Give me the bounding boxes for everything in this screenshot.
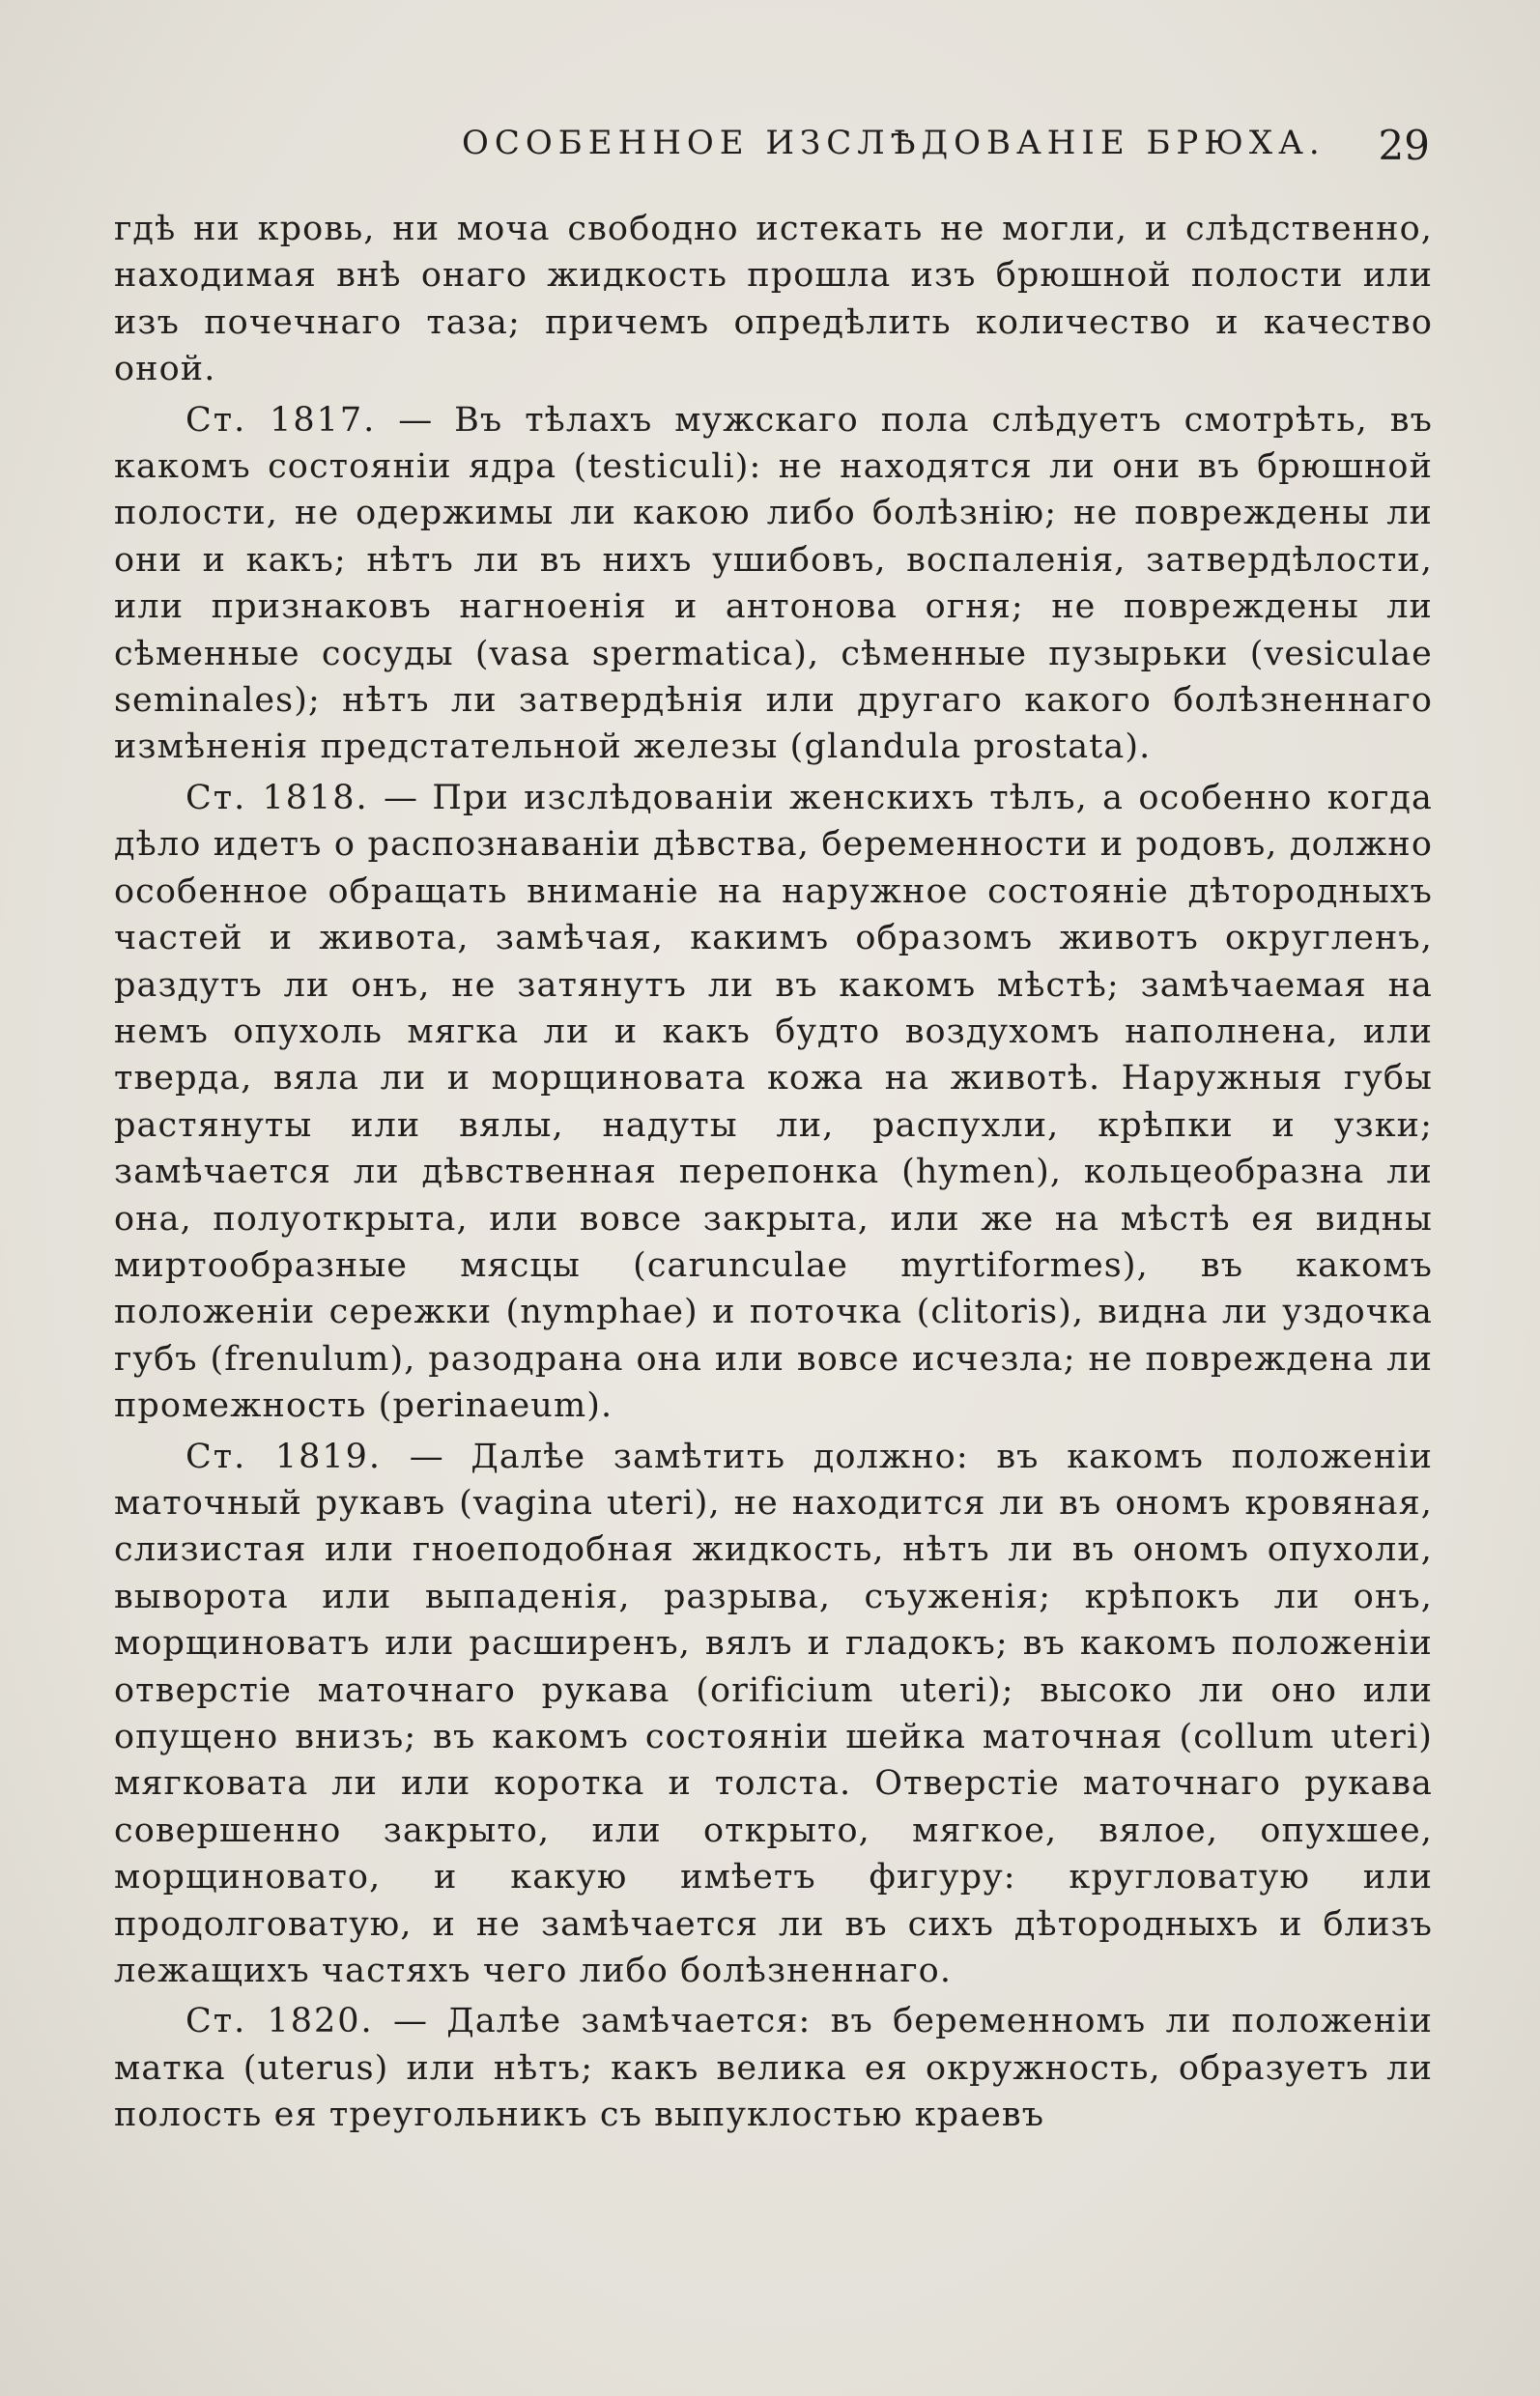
article-number: Ст. 1817. [185, 400, 377, 440]
paragraph-continued [114, 206, 1433, 393]
em-dash: — [392, 2002, 427, 2041]
article-text: Въ тѣлахъ мужскаго пола слѣдуетъ смотрѣть, въ какомъ состояніи ядра (testiculi): не находятся ли они въ брюшной полости, не одержимы ли какою либо болѣзнію; не повреждены ли они и какъ; нѣтъ ли въ нихъ ушибовъ, воспаленія, затвердѣлости, или признаковъ нагноенія и антонова огня; не повреждены ли сѣменные сосуды (vasa spermatica), сѣменные пузырьки (vesiculae seminales); нѣтъ ли затвердѣнія или другаго какого болѣзненнаго измѣненія предстательной железы (glandula prostata). [114, 400, 1433, 767]
body-text [114, 206, 1433, 2139]
running-head-title: ОСОБЕННОЕ ИЗСЛѢДОВАНІЕ БРЮХА. [462, 124, 1326, 162]
article-number: Ст. 1819. [185, 1437, 383, 1476]
article-number: Ст. 1820. [185, 2002, 374, 2041]
article-text: При изслѣдованіи женскихъ тѣлъ, а особенно когда дѣло идетъ о распознаваніи дѣвства, беременности и родовъ, должно особенное обращать вниманіе на наружное состояніе дѣтородныхъ частей и живота, замѣчая, какимъ образомъ животъ округленъ, раздутъ ли онъ, не затянутъ ли въ какомъ мѣстѣ; замѣчаемая на немъ опухоль мягка ли и какъ будто воздухомъ наполнена, или тверда, вяла ли и морщиновата кожа на животѣ. Наружныя губы растянуты или вялы, надуты ли, распухли, крѣпки и узки; замѣчается ли дѣвственная перепонка (hymen), кольцеобразна ли она, полуоткрыта, или вовсе закрыта, или же на мѣстѣ ея видны миртообразные мясцы (carunculae myrtiformes), въ какомъ положеніи сережки (nymphae) и поточка (clitoris), видна ли уздочка губъ (frenulum), разодрана она или вовсе исчезла; не повреждена ли промежность (perinaeum). [114, 778, 1433, 1426]
article-text: Далѣе замѣчается: въ беременномъ ли положеніи матка (uterus) или нѣтъ; какъ велика ея окружность, образуетъ ли полость ея треугольникъ съ выпуклостью краевъ [114, 2002, 1433, 2135]
em-dash: — [398, 400, 433, 440]
article-1818 [114, 775, 1433, 1430]
running-head [114, 124, 1430, 168]
paragraph-text: гдѣ ни кровь, ни моча свободно истекать не могли, и слѣдственно, находимая внѣ онаго жидкость прошла изъ брюшной полости или изъ почечнаго таза; причемъ опредѣлить количество и качество оной. [114, 210, 1433, 389]
article-1819 [114, 1434, 1433, 1995]
em-dash: — [409, 1437, 443, 1476]
page-number: 29 [1378, 122, 1430, 169]
article-1817 [114, 397, 1433, 771]
article-text: Далѣе замѣтить должно: въ какомъ положеніи маточный рукавъ (vagina uteri), не находится ли въ ономъ кровяная, слизистая или гноеподобная жидкость, нѣтъ ли въ ономъ опухоли, выворота или выпаденія, разрыва, съуженія; крѣпокъ ли онъ, морщиноватъ или расширенъ, вялъ и гладокъ; въ какомъ положеніи отверстіе маточнаго рукава (orificium uteri); высоко ли оно или опущено внизъ; въ какомъ состояніи шейка маточная (collum uteri) мягковата ли или коротка и толста. Отверстіе маточнаго рукава совершенно закрыто, или открыто, мягкое, вялое, опухшее, морщиновато, и какую имѣетъ фигуру: кругловатую или продолговатую, и не замѣчается ли въ сихъ дѣтородныхъ и близъ лежащихъ частяхъ чего либо болѣзненнаго. [114, 1437, 1434, 1991]
em-dash: — [384, 778, 417, 817]
article-number: Ст. 1818. [185, 778, 369, 817]
article-1820 [114, 1998, 1433, 2138]
